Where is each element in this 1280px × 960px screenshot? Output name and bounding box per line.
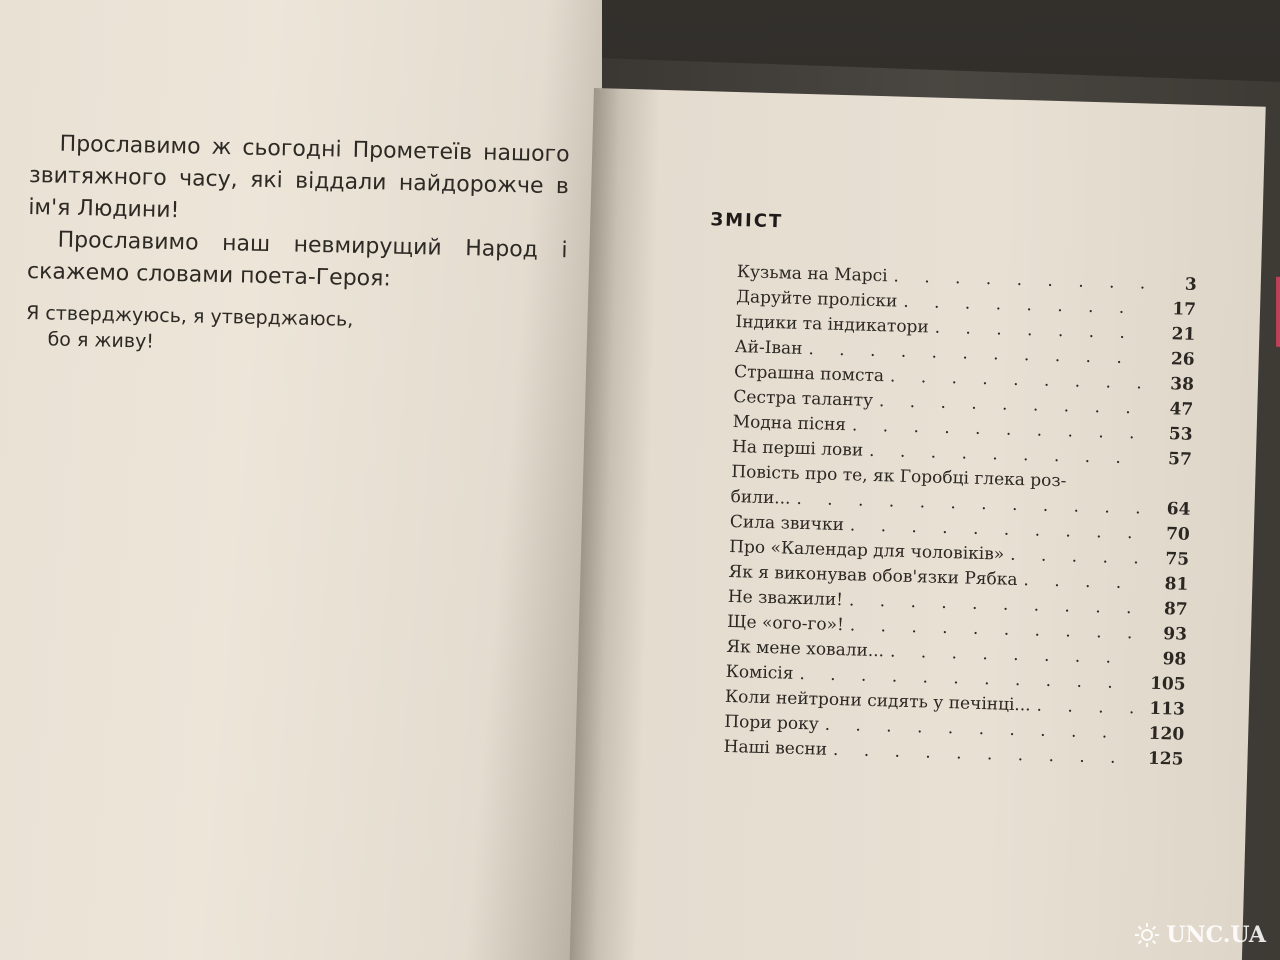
watermark-text: UNC.UA (1166, 922, 1266, 948)
toc-entry-title: Комісія (725, 661, 794, 684)
toc-entry-title: Повість про те, як Горобці глека роз- (731, 461, 1067, 492)
toc-entry-page: 113 (1149, 698, 1186, 720)
toc-entry-page: 75 (1165, 549, 1190, 570)
toc-entry-title: Ще «ого-го»! (726, 611, 845, 636)
bookmark-ribbon (1276, 277, 1280, 347)
toc-entry-page: 26 (1170, 349, 1195, 370)
toc-entry-title: Пори року (724, 711, 820, 735)
toc-entry-title: Кузьма на Марсі (736, 262, 888, 287)
toc-entry-title: Сила звички (729, 511, 845, 536)
toc-entry-page: 87 (1163, 599, 1188, 620)
toc-title: ЗМІСТ (710, 209, 784, 233)
toc-entry-title: Про «Календар для чоловіків» (728, 536, 1005, 565)
verse-quote (25, 300, 566, 363)
toc-entry-page: 38 (1170, 374, 1195, 395)
toc-entry-page: 81 (1164, 574, 1189, 595)
toc-entry-page: 93 (1163, 624, 1188, 645)
toc-entry-title: Як мене ховали... (726, 636, 885, 662)
toc-entry-title: Як я виконував обов'язки Рябка (728, 561, 1018, 591)
toc-entry-title: На перші лови (731, 436, 864, 461)
toc-entry-title: Індики та індикатори (735, 312, 930, 338)
toc-entry-title: Коли нейтрони сидять у печінці... (724, 686, 1031, 716)
toc-entry-title: Наші весни (723, 736, 828, 760)
left-page (0, 0, 602, 960)
toc-entry-title: Сестра таланту (733, 387, 874, 411)
left-paragraph-1: Прославимо ж сьогодні Прометеїв нашого звитяжного часу, які віддали найдорожче в ім'я Людини! (28, 131, 570, 224)
toc-entry-page: 3 (1184, 274, 1198, 295)
toc-entry-page: 57 (1167, 449, 1193, 470)
toc-entry-title: били... (730, 486, 791, 509)
toc-entry-page: 70 (1165, 524, 1191, 545)
watermark (1134, 922, 1266, 948)
toc-entry-page: 53 (1168, 424, 1193, 445)
toc-entry-title: Модна пісня (732, 412, 847, 436)
table-of-contents (723, 260, 1197, 773)
verse-line-2: бо я живу! (47, 328, 155, 353)
verse-line-1: Я стверджуюсь, я утверджаюсь, (25, 301, 354, 331)
sun-logo-icon (1134, 922, 1160, 948)
toc-entry-title: Даруйте проліски (735, 287, 898, 312)
toc-leader-dots (1023, 568, 1139, 596)
toc-leader-dots (1010, 543, 1140, 572)
toc-leader-dots (1036, 694, 1135, 722)
toc-entry-title: Не зважили! (727, 586, 844, 611)
toc-entry-page: 98 (1162, 649, 1187, 670)
toc-entry-page: 105 (1149, 673, 1186, 695)
left-page-text (25, 128, 570, 363)
toc-entry-page: 125 (1147, 748, 1184, 770)
toc-entry-page: 21 (1171, 324, 1196, 345)
toc-leader-dots (1072, 487, 1141, 489)
toc-entry-title: Ай-Іван (734, 337, 803, 359)
toc-entry-title: Страшна помста (733, 362, 885, 387)
toc-entry-page: 17 (1172, 299, 1197, 320)
toc-entry-page: 64 (1166, 499, 1191, 520)
toc-entry-page (1147, 489, 1191, 490)
toc-entry-page: 47 (1169, 399, 1194, 420)
right-page (569, 88, 1266, 960)
toc-entry-page: 120 (1148, 723, 1185, 745)
left-paragraph-2: Прославимо наш невмирущий Народ і скажемо словами поета-Героя: (26, 227, 568, 292)
